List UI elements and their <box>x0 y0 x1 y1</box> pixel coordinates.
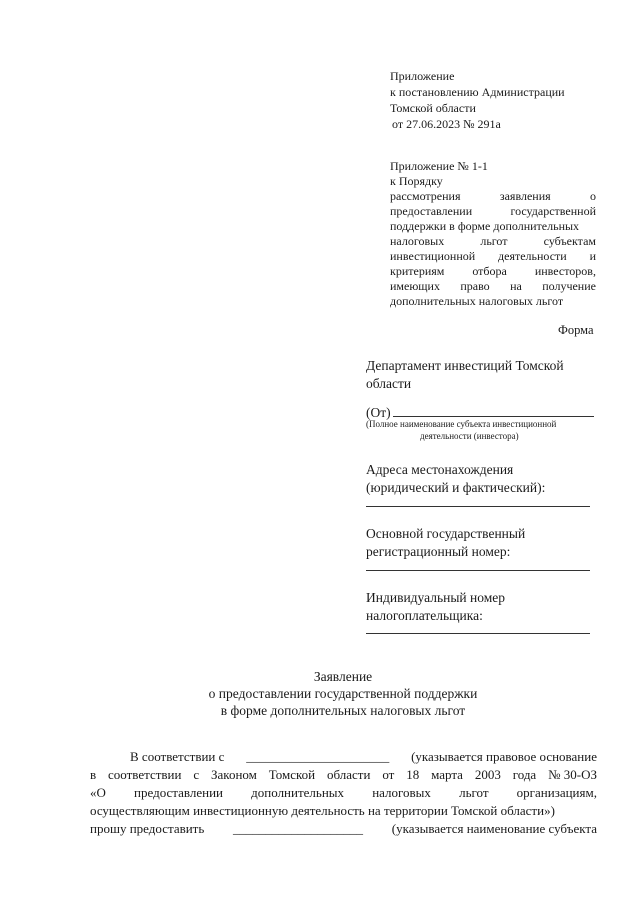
body-line <box>90 784 597 801</box>
appendix-justified-line <box>390 279 596 295</box>
word: от <box>382 767 395 782</box>
word: с <box>193 767 200 782</box>
word: предоставлении <box>134 785 224 800</box>
word: поддержки в форме дополнительных <box>390 219 580 233</box>
word: Томской <box>268 767 316 782</box>
address-label: Адреса местонахождения <box>366 462 514 477</box>
word: инвесторов, <box>534 264 596 278</box>
word: заявления <box>499 189 551 203</box>
word: субъектам <box>543 234 596 248</box>
word: рассмотрения <box>390 189 461 203</box>
form-label: Форма <box>558 323 594 337</box>
word: государственной <box>510 204 596 218</box>
appendix-header-line: к постановлению Администрации <box>390 85 565 99</box>
word: предоставлении <box>390 204 473 218</box>
appendix-last-line: дополнительных налоговых льгот <box>390 294 564 308</box>
word: «О <box>90 785 106 800</box>
word: инвестиционной <box>390 249 476 263</box>
body-line <box>90 766 597 783</box>
appendix-justified-line <box>390 264 596 280</box>
statement-title: в форме дополнительных налоговых льгот <box>220 703 466 718</box>
body-line <box>90 820 597 837</box>
word: Законом <box>211 767 257 782</box>
recipient-line: области <box>366 376 412 391</box>
word: организациям, <box>516 785 597 800</box>
inn-input-line[interactable] <box>366 633 590 634</box>
appendix-justified-line <box>390 219 596 235</box>
inn-label: налогоплательщика: <box>366 608 483 623</box>
from-input-line[interactable] <box>393 416 594 417</box>
body-fragment: (указывается наименование субъекта <box>391 821 597 836</box>
word: о <box>590 189 596 203</box>
word: льгот <box>459 785 489 800</box>
body-line <box>130 748 597 765</box>
appendix-header-line: Томской области <box>390 101 476 115</box>
word: в <box>90 767 97 782</box>
appendix-header-line: Приложение <box>390 69 455 83</box>
word: года <box>512 767 537 782</box>
word: на <box>510 279 522 293</box>
inn-label: Индивидуальный номер <box>366 590 506 605</box>
appendix-justified-line <box>390 204 596 220</box>
appendix-justified-line <box>390 189 596 205</box>
statement-title: Заявление <box>313 669 373 684</box>
word: № 30-ОЗ <box>548 767 597 782</box>
body-line: осуществляющим инвестиционную деятельность на территории Томской области») <box>90 803 555 818</box>
body-fragment: В соответствии с <box>130 749 225 764</box>
legal-basis-blank[interactable]: ______________________ <box>246 749 390 764</box>
subject-name-blank[interactable]: ____________________ <box>233 821 364 836</box>
word: льгот <box>480 234 508 248</box>
word: право <box>460 279 490 293</box>
word: области <box>326 767 371 782</box>
from-label: (От) <box>366 405 391 420</box>
address-input-line[interactable] <box>366 506 590 507</box>
appendix-subtitle: к Порядку <box>390 174 443 188</box>
from-hint: (Полное наименование субъекта инвестиционной <box>366 419 557 429</box>
appendix-header-line: от 27.06.2023 № 291а <box>392 117 501 131</box>
word: деятельности <box>498 249 567 263</box>
word: отбора <box>472 264 507 278</box>
word: соответствии <box>108 767 182 782</box>
appendix-justified-line <box>390 249 596 265</box>
word: 2003 <box>474 767 501 782</box>
word: критериям <box>390 264 445 278</box>
body-fragment: прошу предоставить <box>90 821 205 836</box>
appendix-justified-line <box>390 234 596 250</box>
word: получение <box>542 279 596 293</box>
appendix-title: Приложение № 1-1 <box>390 159 488 173</box>
word: налоговых <box>372 785 431 800</box>
ogrn-label: регистрационный номер: <box>366 544 511 559</box>
word: 18 <box>406 767 420 782</box>
recipient-line: Департамент инвестиций Томской <box>366 358 564 373</box>
statement-title: о предоставлении государственной поддержки <box>208 686 478 701</box>
ogrn-input-line[interactable] <box>366 570 590 571</box>
word: имеющих <box>390 279 440 293</box>
from-hint: деятельности (инвестора) <box>420 431 519 441</box>
word: налоговых <box>390 234 445 248</box>
word: дополнительных <box>251 785 345 800</box>
word: и <box>589 249 596 263</box>
address-label: (юридический и фактический): <box>366 480 546 495</box>
word: марта <box>431 767 463 782</box>
body-fragment: (указывается правовое основание <box>411 749 597 764</box>
ogrn-label: Основной государственный <box>366 526 526 541</box>
